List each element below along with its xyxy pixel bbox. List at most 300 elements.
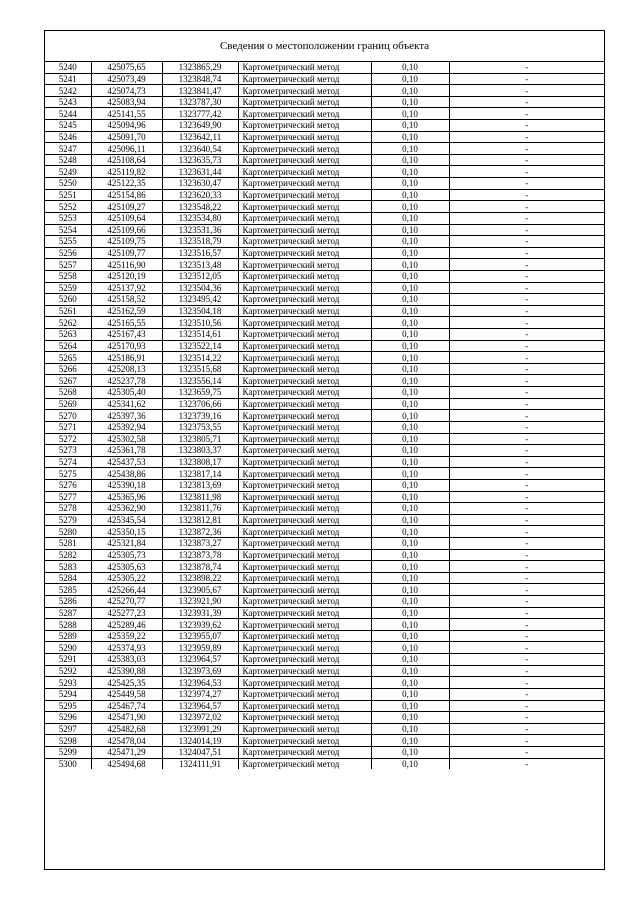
- cell-coord-x: 425109,64: [91, 212, 162, 224]
- cell-method: Картометрический метод: [238, 479, 371, 491]
- boundary-table-frame: [44, 30, 605, 870]
- cell-point-number: 5249: [45, 166, 91, 178]
- cell-method: Картометрический метод: [238, 189, 371, 201]
- cell-point-number: 5272: [45, 433, 91, 445]
- cell-coord-y: 1323753,55: [162, 421, 238, 433]
- cell-description: -: [449, 212, 604, 224]
- cell-point-number: 5294: [45, 688, 91, 700]
- cell-description: -: [449, 468, 604, 480]
- cell-coord-x: 425289,46: [91, 619, 162, 631]
- cell-accuracy: 0,10: [371, 317, 449, 329]
- table-row: [45, 526, 604, 538]
- cell-method: Картометрический метод: [238, 247, 371, 259]
- cell-accuracy: 0,10: [371, 224, 449, 236]
- cell-coord-x: 425467,74: [91, 700, 162, 712]
- cell-point-number: 5284: [45, 572, 91, 584]
- cell-accuracy: 0,10: [371, 363, 449, 375]
- cell-coord-y: 1323514,61: [162, 329, 238, 341]
- cell-coord-x: 425094,96: [91, 120, 162, 132]
- cell-coord-y: 1323518,79: [162, 236, 238, 248]
- cell-method: Картометрический метод: [238, 642, 371, 654]
- cell-accuracy: 0,10: [371, 572, 449, 584]
- table-row: [45, 665, 604, 677]
- table-row: [45, 62, 604, 73]
- cell-method: Картометрический метод: [238, 143, 371, 155]
- cell-accuracy: 0,10: [371, 143, 449, 155]
- table-row: [45, 584, 604, 596]
- cell-description: -: [449, 201, 604, 213]
- cell-point-number: 5295: [45, 700, 91, 712]
- cell-coord-y: 1323848,74: [162, 73, 238, 85]
- cell-coord-y: 1323515,68: [162, 363, 238, 375]
- cell-point-number: 5269: [45, 398, 91, 410]
- cell-coord-y: 1323872,36: [162, 526, 238, 538]
- cell-accuracy: 0,10: [371, 398, 449, 410]
- cell-coord-x: 425305,73: [91, 549, 162, 561]
- cell-coord-x: 425362,90: [91, 503, 162, 515]
- cell-point-number: 5298: [45, 735, 91, 747]
- cell-coord-y: 1323510,56: [162, 317, 238, 329]
- cell-accuracy: 0,10: [371, 537, 449, 549]
- cell-description: -: [449, 236, 604, 248]
- cell-coord-y: 1323905,67: [162, 584, 238, 596]
- cell-coord-y: 1323504,36: [162, 282, 238, 294]
- cell-method: Картометрический метод: [238, 62, 371, 73]
- table-row: [45, 514, 604, 526]
- cell-method: Картометрический метод: [238, 282, 371, 294]
- cell-point-number: 5244: [45, 108, 91, 120]
- cell-accuracy: 0,10: [371, 735, 449, 747]
- cell-coord-y: 1323635,73: [162, 154, 238, 166]
- cell-point-number: 5276: [45, 479, 91, 491]
- cell-coord-x: 425186,91: [91, 352, 162, 364]
- cell-description: -: [449, 305, 604, 317]
- cell-method: Картометрический метод: [238, 700, 371, 712]
- cell-description: -: [449, 120, 604, 132]
- cell-accuracy: 0,10: [371, 305, 449, 317]
- cell-method: Картометрический метод: [238, 120, 371, 132]
- table-row: [45, 108, 604, 120]
- cell-point-number: 5299: [45, 746, 91, 758]
- table-row: [45, 166, 604, 178]
- cell-coord-y: 1323514,22: [162, 352, 238, 364]
- cell-point-number: 5291: [45, 654, 91, 666]
- cell-description: -: [449, 746, 604, 758]
- cell-point-number: 5288: [45, 619, 91, 631]
- cell-coord-x: 425109,75: [91, 236, 162, 248]
- cell-point-number: 5245: [45, 120, 91, 132]
- table-row: [45, 340, 604, 352]
- cell-coord-x: 425091,70: [91, 131, 162, 143]
- table-row: [45, 305, 604, 317]
- cell-coord-x: 425154,86: [91, 189, 162, 201]
- cell-description: -: [449, 143, 604, 155]
- cell-description: -: [449, 537, 604, 549]
- cell-method: Картометрический метод: [238, 735, 371, 747]
- cell-accuracy: 0,10: [371, 108, 449, 120]
- cell-point-number: 5253: [45, 212, 91, 224]
- cell-method: Картометрический метод: [238, 387, 371, 399]
- cell-accuracy: 0,10: [371, 700, 449, 712]
- table-row: [45, 259, 604, 271]
- cell-coord-x: 425494,68: [91, 758, 162, 769]
- cell-coord-x: 425365,96: [91, 491, 162, 503]
- cell-accuracy: 0,10: [371, 375, 449, 387]
- cell-coord-x: 425345,54: [91, 514, 162, 526]
- cell-point-number: 5285: [45, 584, 91, 596]
- cell-point-number: 5252: [45, 201, 91, 213]
- table-row: [45, 677, 604, 689]
- cell-point-number: 5264: [45, 340, 91, 352]
- cell-method: Картометрический метод: [238, 688, 371, 700]
- cell-accuracy: 0,10: [371, 596, 449, 608]
- cell-point-number: 5279: [45, 514, 91, 526]
- cell-method: Картометрический метод: [238, 352, 371, 364]
- cell-coord-x: 425266,44: [91, 584, 162, 596]
- table-row: [45, 143, 604, 155]
- table-row: [45, 352, 604, 364]
- cell-coord-x: 425074,73: [91, 85, 162, 97]
- cell-description: -: [449, 677, 604, 689]
- cell-method: Картометрический метод: [238, 363, 371, 375]
- cell-method: Картометрический метод: [238, 421, 371, 433]
- cell-description: -: [449, 526, 604, 538]
- cell-coord-y: 1323516,57: [162, 247, 238, 259]
- cell-method: Картометрический метод: [238, 746, 371, 758]
- cell-description: -: [449, 166, 604, 178]
- table-row: [45, 607, 604, 619]
- cell-description: -: [449, 62, 604, 73]
- cell-point-number: 5287: [45, 607, 91, 619]
- cell-point-number: 5259: [45, 282, 91, 294]
- cell-coord-x: 425374,93: [91, 642, 162, 654]
- cell-coord-y: 1323631,44: [162, 166, 238, 178]
- cell-description: -: [449, 247, 604, 259]
- cell-description: -: [449, 584, 604, 596]
- cell-point-number: 5243: [45, 96, 91, 108]
- cell-point-number: 5300: [45, 758, 91, 769]
- cell-coord-y: 1323534,80: [162, 212, 238, 224]
- cell-accuracy: 0,10: [371, 329, 449, 341]
- cell-point-number: 5282: [45, 549, 91, 561]
- cell-accuracy: 0,10: [371, 526, 449, 538]
- cell-coord-y: 1323808,17: [162, 456, 238, 468]
- cell-point-number: 5254: [45, 224, 91, 236]
- table-row: [45, 212, 604, 224]
- cell-accuracy: 0,10: [371, 178, 449, 190]
- table-row: [45, 549, 604, 561]
- cell-coord-x: 425305,63: [91, 561, 162, 573]
- cell-description: -: [449, 131, 604, 143]
- cell-coord-y: 1323522,14: [162, 340, 238, 352]
- cell-method: Картометрический метод: [238, 654, 371, 666]
- cell-coord-y: 1323974,27: [162, 688, 238, 700]
- cell-coord-x: 425108,64: [91, 154, 162, 166]
- cell-description: -: [449, 352, 604, 364]
- cell-point-number: 5270: [45, 410, 91, 422]
- cell-coord-x: 425302,58: [91, 433, 162, 445]
- cell-method: Картометрический метод: [238, 677, 371, 689]
- cell-accuracy: 0,10: [371, 445, 449, 457]
- table-row: [45, 712, 604, 724]
- cell-description: -: [449, 491, 604, 503]
- cell-method: Картометрический метод: [238, 758, 371, 769]
- cell-method: Картометрический метод: [238, 270, 371, 282]
- cell-point-number: 5297: [45, 723, 91, 735]
- cell-coord-x: 425083,94: [91, 96, 162, 108]
- table-row: [45, 387, 604, 399]
- cell-coord-x: 425158,52: [91, 294, 162, 306]
- cell-method: Картометрический метод: [238, 572, 371, 584]
- cell-accuracy: 0,10: [371, 282, 449, 294]
- cell-accuracy: 0,10: [371, 270, 449, 282]
- table-row: [45, 630, 604, 642]
- cell-description: -: [449, 549, 604, 561]
- cell-point-number: 5281: [45, 537, 91, 549]
- table-row: [45, 700, 604, 712]
- cell-description: -: [449, 630, 604, 642]
- table-row: [45, 131, 604, 143]
- table-row: [45, 456, 604, 468]
- cell-method: Картометрический метод: [238, 468, 371, 480]
- table-row: [45, 758, 604, 769]
- cell-description: -: [449, 189, 604, 201]
- cell-method: Картометрический метод: [238, 340, 371, 352]
- cell-point-number: 5265: [45, 352, 91, 364]
- cell-coord-x: 425383,03: [91, 654, 162, 666]
- cell-description: -: [449, 654, 604, 666]
- table-row: [45, 178, 604, 190]
- cell-description: -: [449, 154, 604, 166]
- cell-method: Картометрический метод: [238, 259, 371, 271]
- cell-point-number: 5255: [45, 236, 91, 248]
- cell-point-number: 5260: [45, 294, 91, 306]
- table-row: [45, 154, 604, 166]
- cell-method: Картометрический метод: [238, 712, 371, 724]
- cell-description: -: [449, 85, 604, 97]
- cell-point-number: 5274: [45, 456, 91, 468]
- cell-description: -: [449, 108, 604, 120]
- cell-method: Картометрический метод: [238, 619, 371, 631]
- cell-accuracy: 0,10: [371, 73, 449, 85]
- cell-coord-x: 425341,62: [91, 398, 162, 410]
- cell-accuracy: 0,10: [371, 514, 449, 526]
- table-row: [45, 236, 604, 248]
- cell-accuracy: 0,10: [371, 340, 449, 352]
- table-row: [45, 375, 604, 387]
- cell-coord-x: 425397,36: [91, 410, 162, 422]
- cell-method: Картометрический метод: [238, 375, 371, 387]
- table-row: [45, 410, 604, 422]
- cell-coord-x: 425165,55: [91, 317, 162, 329]
- cell-description: -: [449, 73, 604, 85]
- cell-description: -: [449, 607, 604, 619]
- cell-method: Картометрический метод: [238, 96, 371, 108]
- cell-point-number: 5242: [45, 85, 91, 97]
- cell-coord-y: 1323513,48: [162, 259, 238, 271]
- cell-point-number: 5286: [45, 596, 91, 608]
- cell-coord-y: 1323959,89: [162, 642, 238, 654]
- cell-description: -: [449, 688, 604, 700]
- table-row: [45, 746, 604, 758]
- table-row: [45, 468, 604, 480]
- cell-coord-x: 425073,49: [91, 73, 162, 85]
- cell-description: -: [449, 700, 604, 712]
- cell-accuracy: 0,10: [371, 561, 449, 573]
- table-row: [45, 294, 604, 306]
- cell-method: Картометрический метод: [238, 630, 371, 642]
- cell-coord-y: 1323812,81: [162, 514, 238, 526]
- cell-method: Картометрический метод: [238, 456, 371, 468]
- table-row: [45, 363, 604, 375]
- cell-accuracy: 0,10: [371, 294, 449, 306]
- cell-method: Картометрический метод: [238, 410, 371, 422]
- cell-method: Картометрический метод: [238, 584, 371, 596]
- cell-point-number: 5261: [45, 305, 91, 317]
- cell-method: Картометрический метод: [238, 154, 371, 166]
- cell-method: Картометрический метод: [238, 537, 371, 549]
- cell-accuracy: 0,10: [371, 421, 449, 433]
- cell-description: -: [449, 270, 604, 282]
- cell-point-number: 5241: [45, 73, 91, 85]
- table-row: [45, 189, 604, 201]
- cell-accuracy: 0,10: [371, 584, 449, 596]
- table-row: [45, 479, 604, 491]
- cell-coord-x: 425120,19: [91, 270, 162, 282]
- table-row: [45, 537, 604, 549]
- cell-description: -: [449, 456, 604, 468]
- cell-coord-x: 425390,88: [91, 665, 162, 677]
- cell-accuracy: 0,10: [371, 619, 449, 631]
- cell-coord-y: 1323972,02: [162, 712, 238, 724]
- cell-accuracy: 0,10: [371, 131, 449, 143]
- cell-description: -: [449, 224, 604, 236]
- cell-method: Картометрический метод: [238, 305, 371, 317]
- cell-description: -: [449, 178, 604, 190]
- cell-method: Картометрический метод: [238, 329, 371, 341]
- cell-accuracy: 0,10: [371, 189, 449, 201]
- cell-method: Картометрический метод: [238, 398, 371, 410]
- cell-coord-x: 425116,90: [91, 259, 162, 271]
- cell-description: -: [449, 479, 604, 491]
- cell-method: Картометрический метод: [238, 108, 371, 120]
- cell-accuracy: 0,10: [371, 503, 449, 515]
- cell-accuracy: 0,10: [371, 410, 449, 422]
- cell-coord-y: 1323620,33: [162, 189, 238, 201]
- cell-coord-y: 1323841,47: [162, 85, 238, 97]
- cell-method: Картометрический метод: [238, 596, 371, 608]
- cell-coord-x: 425437,53: [91, 456, 162, 468]
- cell-accuracy: 0,10: [371, 677, 449, 689]
- table-row: [45, 96, 604, 108]
- cell-coord-y: 1323811,98: [162, 491, 238, 503]
- cell-coord-x: 425109,27: [91, 201, 162, 213]
- cell-coord-y: 1323649,90: [162, 120, 238, 132]
- cell-method: Картометрический метод: [238, 317, 371, 329]
- table-row: [45, 73, 604, 85]
- table-row: [45, 201, 604, 213]
- cell-description: -: [449, 259, 604, 271]
- cell-method: Картометрический метод: [238, 549, 371, 561]
- cell-coord-x: 425471,90: [91, 712, 162, 724]
- cell-coord-y: 1323878,74: [162, 561, 238, 573]
- cell-description: -: [449, 410, 604, 422]
- cell-coord-y: 1323504,18: [162, 305, 238, 317]
- cell-method: Картометрический метод: [238, 212, 371, 224]
- cell-coord-x: 425277,23: [91, 607, 162, 619]
- cell-coord-y: 1323813,69: [162, 479, 238, 491]
- table-row: [45, 224, 604, 236]
- cell-description: -: [449, 561, 604, 573]
- cell-description: -: [449, 445, 604, 457]
- cell-coord-x: 425392,94: [91, 421, 162, 433]
- cell-coord-y: 1323964,57: [162, 654, 238, 666]
- cell-description: -: [449, 329, 604, 341]
- cell-coord-x: 425075,65: [91, 62, 162, 73]
- table-row: [45, 445, 604, 457]
- cell-coord-x: 425449,58: [91, 688, 162, 700]
- cell-point-number: 5267: [45, 375, 91, 387]
- cell-accuracy: 0,10: [371, 201, 449, 213]
- cell-point-number: 5258: [45, 270, 91, 282]
- cell-description: -: [449, 503, 604, 515]
- cell-coord-x: 425390,18: [91, 479, 162, 491]
- cell-point-number: 5266: [45, 363, 91, 375]
- cell-method: Картометрический метод: [238, 178, 371, 190]
- cell-description: -: [449, 665, 604, 677]
- cell-coord-y: 1323805,71: [162, 433, 238, 445]
- cell-method: Картометрический метод: [238, 607, 371, 619]
- cell-method: Картометрический метод: [238, 665, 371, 677]
- cell-coord-y: 1323548,22: [162, 201, 238, 213]
- cell-description: -: [449, 421, 604, 433]
- cell-point-number: 5251: [45, 189, 91, 201]
- cell-coord-y: 1323659,75: [162, 387, 238, 399]
- cell-coord-x: 425141,55: [91, 108, 162, 120]
- table-row: [45, 735, 604, 747]
- cell-coord-y: 1323931,39: [162, 607, 238, 619]
- cell-coord-x: 425305,40: [91, 387, 162, 399]
- table-row: [45, 572, 604, 584]
- cell-coord-x: 425208,13: [91, 363, 162, 375]
- cell-accuracy: 0,10: [371, 352, 449, 364]
- cell-method: Картометрический метод: [238, 85, 371, 97]
- cell-method: Картометрический метод: [238, 224, 371, 236]
- table-row: [45, 398, 604, 410]
- table-row: [45, 317, 604, 329]
- cell-coord-y: 1323803,37: [162, 445, 238, 457]
- table-row: [45, 596, 604, 608]
- cell-point-number: 5240: [45, 62, 91, 73]
- cell-accuracy: 0,10: [371, 746, 449, 758]
- cell-point-number: 5247: [45, 143, 91, 155]
- cell-coord-x: 425109,66: [91, 224, 162, 236]
- cell-accuracy: 0,10: [371, 62, 449, 73]
- cell-point-number: 5290: [45, 642, 91, 654]
- cell-coord-x: 425321,84: [91, 537, 162, 549]
- cell-coord-x: 425170,93: [91, 340, 162, 352]
- cell-coord-x: 425482,68: [91, 723, 162, 735]
- table-row: [45, 270, 604, 282]
- cell-coord-x: 425137,92: [91, 282, 162, 294]
- cell-description: -: [449, 723, 604, 735]
- cell-point-number: 5293: [45, 677, 91, 689]
- cell-method: Картометрический метод: [238, 445, 371, 457]
- cell-accuracy: 0,10: [371, 491, 449, 503]
- cell-coord-x: 425270,77: [91, 596, 162, 608]
- cell-point-number: 5292: [45, 665, 91, 677]
- cell-method: Картометрический метод: [238, 723, 371, 735]
